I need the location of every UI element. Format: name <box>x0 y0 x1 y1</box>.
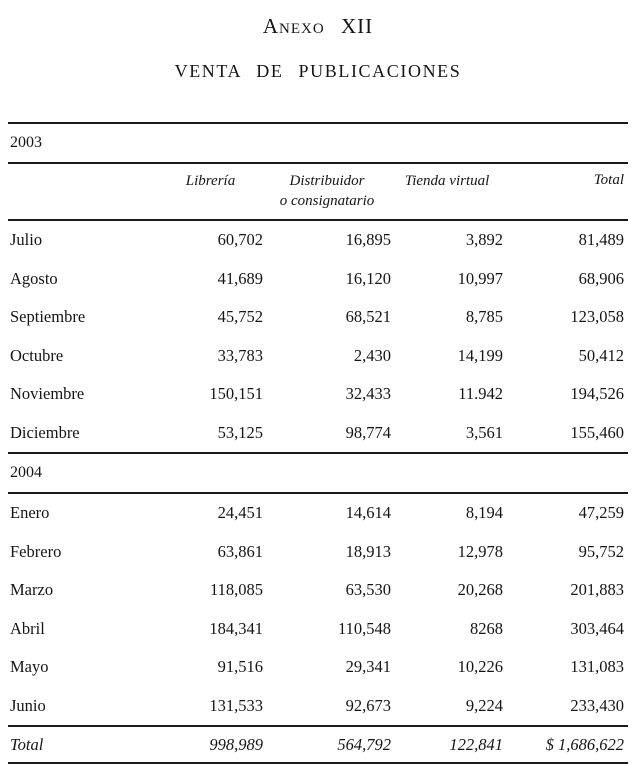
libreria-cell: 63,861 <box>217 541 263 561</box>
year-label-2004 <box>8 454 628 492</box>
table-total-row <box>8 727 628 762</box>
total-cell: 155,460 <box>570 422 624 442</box>
month-cell: Diciembre <box>10 422 80 442</box>
libreria-cell: 131,533 <box>209 695 263 715</box>
total-cell: 81,489 <box>578 230 624 250</box>
tienda-cell: 9,224 <box>465 695 503 715</box>
table-row <box>8 375 628 414</box>
distribuidor-cell: 63,530 <box>345 580 391 600</box>
month-cell: Febrero <box>10 541 62 561</box>
total-cell: 233,430 <box>570 695 624 715</box>
header-tienda: Tienda virtual <box>404 173 490 189</box>
distribuidor-cell: 2,430 <box>353 345 391 365</box>
total-cell: 123,058 <box>570 307 624 327</box>
total-tienda: 122,841 <box>449 734 503 754</box>
table-row <box>8 337 628 376</box>
libreria-cell: 150,151 <box>209 384 263 404</box>
header-distribuidor-line1: Distribuidor <box>289 173 365 189</box>
table-row <box>8 610 628 649</box>
total-distribuidor: 564,792 <box>337 734 391 754</box>
table-row <box>8 494 628 533</box>
header-month-spacer <box>8 172 158 219</box>
tienda-cell: 11.942 <box>458 384 503 404</box>
total-cell: 68,906 <box>578 268 624 288</box>
tienda-cell: 10,226 <box>457 657 503 677</box>
tienda-cell: 3,892 <box>465 230 503 250</box>
page-subtitle: VENTA DE PUBLICACIONES <box>174 61 462 81</box>
total-cell: 50,412 <box>578 345 624 365</box>
distribuidor-cell: 110,548 <box>337 618 391 638</box>
table-row <box>8 414 628 453</box>
table-row <box>8 260 628 299</box>
total-cell: 201,883 <box>570 580 624 600</box>
year-label-2003 <box>8 124 628 162</box>
header-libreria: Librería <box>185 173 236 189</box>
distribuidor-cell: 68,521 <box>345 307 391 327</box>
distribuidor-cell: 16,120 <box>345 268 391 288</box>
month-cell: Enero <box>10 503 50 523</box>
month-cell: Octubre <box>10 345 64 365</box>
total-label: Total <box>10 734 44 754</box>
distribuidor-cell: 18,913 <box>345 541 391 561</box>
table-row <box>8 221 628 260</box>
year-text: 2003 <box>10 134 42 151</box>
distribuidor-cell: 16,895 <box>345 230 391 250</box>
distribuidor-cell: 92,673 <box>345 695 391 715</box>
distribuidor-cell: 14,614 <box>345 503 391 523</box>
header-distribuidor <box>263 172 391 219</box>
page-title: Anexo XII <box>262 14 374 38</box>
tienda-cell: 8,785 <box>465 307 503 327</box>
total-cell: 194,526 <box>570 384 624 404</box>
distribuidor-cell: 29,341 <box>345 657 391 677</box>
distribuidor-cell: 98,774 <box>345 422 391 442</box>
header-distribuidor-line2: o consignatario <box>279 192 375 209</box>
libreria-cell: 91,516 <box>217 657 263 677</box>
tienda-cell: 3,561 <box>465 422 503 442</box>
month-cell: Septiembre <box>10 307 86 327</box>
tienda-cell: 8,194 <box>465 503 503 523</box>
tienda-cell: 8268 <box>470 618 503 638</box>
year-text: 2004 <box>10 464 42 481</box>
table-row <box>8 687 628 726</box>
table-header-row <box>8 164 628 219</box>
libreria-cell: 45,752 <box>217 307 263 327</box>
month-cell: Noviembre <box>10 384 85 404</box>
tienda-cell: 20,268 <box>457 580 503 600</box>
total-libreria: 998,989 <box>209 734 263 754</box>
tienda-cell: 14,199 <box>457 345 503 365</box>
libreria-cell: 24,451 <box>217 503 263 523</box>
libreria-cell: 41,689 <box>217 268 263 288</box>
total-cell: 303,464 <box>570 618 624 638</box>
month-cell: Abril <box>10 618 45 638</box>
table-row <box>8 571 628 610</box>
libreria-cell: 118,085 <box>209 580 263 600</box>
month-cell: Marzo <box>10 580 54 600</box>
month-cell: Agosto <box>10 268 58 288</box>
table-row <box>8 533 628 572</box>
libreria-cell: 60,702 <box>217 230 263 250</box>
tienda-cell: 10,997 <box>457 268 503 288</box>
tienda-cell: 12,978 <box>457 541 503 561</box>
total-cell: 95,752 <box>578 541 624 561</box>
libreria-cell: 53,125 <box>217 422 263 442</box>
distribuidor-cell: 32,433 <box>345 384 391 404</box>
month-cell: Julio <box>10 230 43 250</box>
table-row <box>8 648 628 687</box>
libreria-cell: 184,341 <box>209 618 263 638</box>
table-row <box>8 298 628 337</box>
total-cell: 47,259 <box>578 503 624 523</box>
month-cell: Mayo <box>10 657 49 677</box>
header-total: Total <box>593 172 624 188</box>
total-grand: $ 1,686,622 <box>545 734 624 754</box>
month-cell: Junio <box>10 695 46 715</box>
libreria-cell: 33,783 <box>217 345 263 365</box>
total-cell: 131,083 <box>570 657 624 677</box>
